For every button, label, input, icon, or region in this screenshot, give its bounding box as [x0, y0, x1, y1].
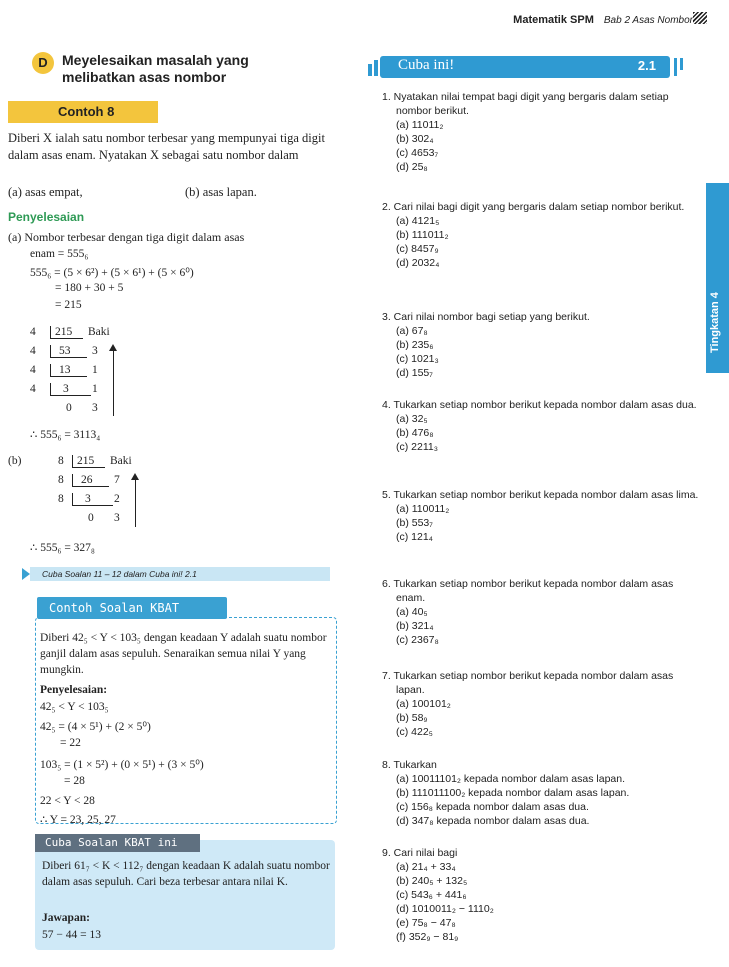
kbat-try-answer: 57 − 44 = 13	[42, 929, 101, 941]
div-b-remainder: 2	[114, 493, 120, 505]
div-b-header: Baki	[110, 455, 132, 467]
div-b-divisor: 8	[58, 455, 64, 467]
div-a-header: Baki	[88, 326, 110, 338]
solution-label: Penyelesaian	[8, 210, 85, 224]
read-up-arrow-line	[135, 477, 136, 527]
question-3	[382, 310, 700, 380]
question-item: (d) 2032₄	[396, 257, 440, 269]
div-a-remainder: 3	[92, 345, 98, 357]
kbat-line-7: ∴ Y = 23, 25, 27	[40, 814, 116, 826]
sol-a-intro: (a) Nombor terbesar dengan tiga digit dalam asas	[8, 230, 245, 244]
cuba-ini-title: Cuba ini!	[398, 57, 455, 73]
div-b-value: 0	[88, 512, 94, 524]
contoh-part-b: (b) asas lapan.	[185, 185, 257, 199]
question-9	[382, 846, 700, 944]
sol-b-label: (b)	[8, 455, 22, 467]
side-tab-label: Tingkatan 4	[709, 292, 721, 353]
kbat-try-tag: Cuba Soalan KBAT ini	[35, 834, 200, 852]
question-item: (c) 4653₇	[396, 147, 439, 159]
cuba-ini-number: 2.1	[637, 58, 656, 73]
reference-bar: Cuba Soalan 11 – 12 dalam Cuba ini! 2.1	[30, 567, 330, 581]
contoh-part-a: (a) asas empat,	[8, 185, 83, 199]
read-up-arrow-line	[113, 348, 114, 416]
sol-a-line-3: = 180 + 30 + 5	[55, 282, 124, 294]
question-item: (a) 4121₅	[396, 215, 440, 227]
div-a-remainder: 1	[92, 364, 98, 376]
div-b-value: 215	[72, 455, 105, 468]
question-stem: 9. Cari nilai bagi	[382, 847, 458, 859]
cuba-deco-bar	[674, 58, 677, 76]
question-item: (b) 58₉	[396, 712, 428, 724]
sol-a-line-1: enam = 555₆	[30, 248, 89, 260]
question-item: (c) 543₆ + 441₆	[396, 889, 467, 901]
kbat-line-1: 42₅ < Y < 103₅	[40, 701, 109, 713]
div-a-value: 0	[66, 402, 72, 414]
contoh-problem: Diberi X ialah satu nombor terbesar yang mempunyai tiga digit dalam asas enam. Nyatakan X sebagai satu nombor dalam	[8, 131, 325, 162]
kbat-line-5: = 28	[64, 775, 85, 787]
question-item: (a) 11011₂	[396, 119, 444, 131]
question-item: (c) 121₄	[396, 531, 433, 543]
question-6	[382, 577, 700, 647]
cuba-ini-header	[380, 56, 670, 78]
arrow-up-icon	[109, 344, 117, 351]
question-5	[382, 488, 700, 544]
div-a-value: 215	[50, 326, 83, 339]
question-item: (a) 10011101₂ kepada nombor dalam asas lapan.	[396, 773, 626, 785]
question-item: (a) 67₈	[396, 325, 428, 337]
question-1	[382, 90, 700, 174]
question-stem: 3. Cari nilai nombor bagi setiap yang berikut.	[382, 311, 590, 323]
contoh-tag: Contoh 8	[8, 101, 158, 123]
question-item: (c) 1021₃	[396, 353, 439, 365]
page-header	[513, 14, 693, 26]
div-a-value: 3	[50, 383, 91, 396]
question-8	[382, 758, 700, 828]
question-item: (a) 32₅	[396, 413, 428, 425]
question-stem: 2. Cari nilai bagi digit yang bergaris dalam setiap nombor berikut.	[382, 201, 685, 213]
kbat-example-tag: Contoh Soalan KBAT	[37, 597, 227, 619]
question-stem: 6. Tukarkan setiap nombor berikut kepada nombor dalam asas enam.	[382, 578, 674, 604]
question-item: (d) 155₇	[396, 367, 433, 379]
question-stem: 5. Tukarkan setiap nombor berikut kepada nombor dalam asas lima.	[382, 489, 699, 501]
question-item: (b) 111011₂	[396, 229, 449, 241]
question-item: (b) 235₆	[396, 339, 434, 351]
div-b-remainder: 7	[114, 474, 120, 486]
chapter-title: Bab 2 Asas Nombor	[603, 15, 693, 26]
section-letter: D	[32, 52, 54, 74]
question-item: (a) 100101₂	[396, 698, 451, 710]
result-a: ∴ 555₆ = 3113₄	[30, 429, 101, 441]
question-item: (d) 1010011₂ − 1110₂	[396, 903, 494, 915]
kbat-problem: Diberi 42₅ < Y < 103₅ dengan keadaan Y adalah suatu nombor ganjil dalam asas sepuluh. Senaraikan semua nilai Y yang mungkin.	[40, 632, 327, 676]
div-a-value: 53	[50, 345, 87, 358]
kbat-solution-label: Penyelesaian:	[40, 684, 108, 696]
cuba-deco-bar	[374, 60, 378, 76]
kbat-line-6: 22 < Y < 28	[40, 795, 95, 807]
result-b: ∴ 555₆ = 327₈	[30, 542, 95, 554]
question-item: (a) 40₅	[396, 606, 428, 618]
question-item: (d) 347₈ kepada nombor dalam asas dua.	[396, 815, 590, 827]
cuba-deco-bar	[368, 64, 372, 76]
div-a-remainder: 1	[92, 383, 98, 395]
div-a-value: 13	[50, 364, 87, 377]
sol-a-line-4: = 215	[55, 299, 82, 311]
question-item: (b) 111011100₂ kepada nombor dalam asas lapan.	[396, 787, 630, 799]
div-b-value: 26	[72, 474, 109, 487]
div-b-remainder: 3	[114, 512, 120, 524]
pointer-icon	[22, 568, 30, 580]
side-tab	[706, 183, 729, 373]
question-stem: 8. Tukarkan	[382, 759, 437, 771]
header-stripes-icon	[693, 12, 707, 24]
question-item: (c) 8457₉	[396, 243, 439, 255]
question-7	[382, 669, 700, 739]
question-2	[382, 200, 700, 270]
cuba-deco-bar	[680, 58, 683, 70]
kbat-try-problem: Diberi 61₇ < K < 112₇ dengan keadaan K adalah suatu nombor dalam asas sepuluh. Cari beza terbesar antara nilai K.	[42, 860, 330, 888]
kbat-line-4: 103₅ = (1 × 5²) + (0 × 5¹) + (3 × 5⁰)	[40, 759, 204, 771]
question-item: (b) 476₈	[396, 427, 434, 439]
question-item: (e) 75₈ − 47₈	[396, 917, 456, 929]
div-b-divisor: 8	[58, 474, 64, 486]
question-item: (f) 352₉ − 81₉	[396, 931, 459, 943]
div-a-divisor: 4	[30, 345, 36, 357]
question-item: (d) 25₈	[396, 161, 428, 173]
question-item: (c) 156₈ kepada nombor dalam asas dua.	[396, 801, 589, 813]
question-item: (a) 110011₂	[396, 503, 450, 515]
div-a-divisor: 4	[30, 383, 36, 395]
kbat-try-answer-label: Jawapan:	[42, 912, 90, 924]
div-b-value: 3	[72, 493, 113, 506]
kbat-line-2: 42₅ = (4 × 5¹) + (2 × 5⁰)	[40, 721, 151, 733]
question-item: (b) 553₇	[396, 517, 433, 529]
question-item: (c) 2367₈	[396, 634, 439, 646]
division-table-a	[30, 326, 170, 421]
question-item: (c) 422₅	[396, 726, 433, 738]
question-stem: 7. Tukarkan setiap nombor berikut kepada nombor dalam asas lapan.	[382, 670, 674, 696]
question-item: (a) 21₄ + 33₄	[396, 861, 456, 873]
question-item: (b) 302₄	[396, 133, 434, 145]
question-stem: 1. Nyatakan nilai tempat bagi digit yang bergaris dalam setiap nombor berikut.	[382, 91, 669, 117]
arrow-up-icon	[131, 473, 139, 480]
question-stem: 4. Tukarkan setiap nombor berikut kepada nombor dalam asas dua.	[382, 399, 697, 411]
section-title: Meyelesaikan masalah yang melibatkan asas nombor	[62, 52, 249, 85]
div-b-divisor: 8	[58, 493, 64, 505]
book-title: Matematik SPM	[513, 14, 594, 26]
question-4	[382, 398, 700, 454]
kbat-line-3: = 22	[60, 737, 81, 749]
question-item: (c) 2211₃	[396, 441, 439, 453]
question-item: (b) 321₄	[396, 620, 434, 632]
div-a-divisor: 4	[30, 326, 36, 338]
div-a-remainder: 3	[92, 402, 98, 414]
division-table-b	[58, 455, 198, 535]
div-a-divisor: 4	[30, 364, 36, 376]
sol-a-line-2: 555₆ = (5 × 6²) + (5 × 6¹) + (5 × 6⁰)	[30, 267, 194, 279]
question-item: (b) 240₅ + 132₅	[396, 875, 468, 887]
